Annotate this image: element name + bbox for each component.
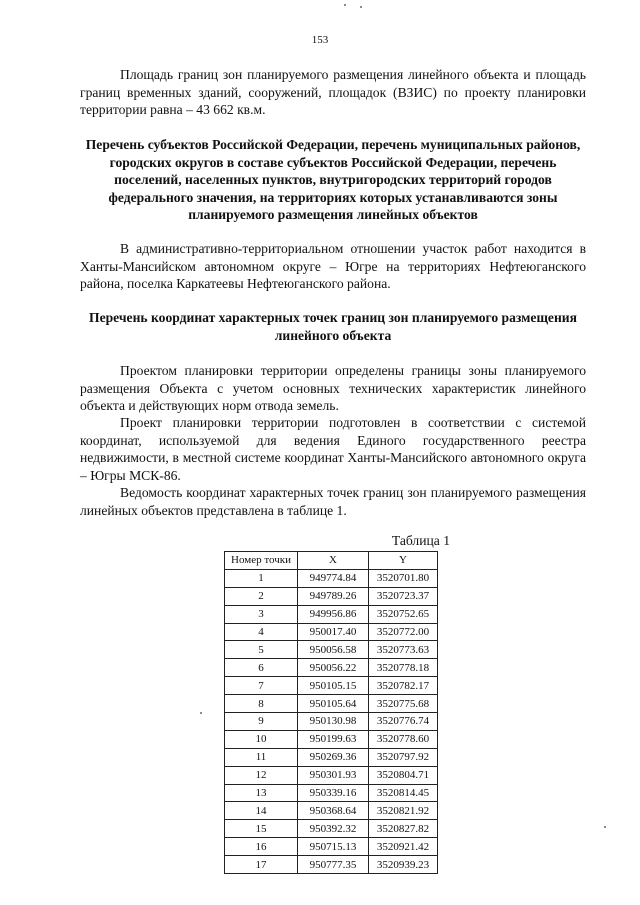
table-row — [225, 623, 438, 641]
statement-paragraph: Ведомость координат характерных точек границ зон планируемого размещения линейных объектов представлена в таблице 1. — [80, 485, 586, 518]
y-coordinate-cell: 3520921.42 — [369, 838, 438, 856]
header-point-number: Номер точки — [225, 552, 298, 570]
coordinates-table — [224, 551, 438, 874]
coordinates-heading: Перечень координат характерных точек границ зон планируемого размещения линейного объекта — [89, 310, 577, 343]
x-coordinate-cell: 949956.86 — [298, 605, 369, 623]
x-coordinate-cell: 950715.13 — [298, 838, 369, 856]
y-coordinate-cell: 3520782.17 — [369, 677, 438, 695]
point-number-cell: 12 — [225, 766, 298, 784]
table-row — [225, 766, 438, 784]
table-row — [225, 856, 438, 874]
table-row — [225, 730, 438, 748]
table-header-row — [225, 552, 438, 570]
table-row — [225, 677, 438, 695]
table-row — [225, 641, 438, 659]
y-coordinate-cell: 3520827.82 — [369, 820, 438, 838]
y-coordinate-cell: 3520778.60 — [369, 730, 438, 748]
y-coordinate-cell: 3520814.45 — [369, 784, 438, 802]
table-caption: Таблица 1 — [391, 533, 450, 548]
point-number-cell: 8 — [225, 695, 298, 713]
point-number-cell: 9 — [225, 713, 298, 731]
point-number-cell: 4 — [225, 623, 298, 641]
scan-speck — [360, 6, 362, 8]
location-paragraph: В административно-территориальном отношении участок работ находится в Ханты-Мансийском автономном округе – Югре на территориях Нефтеюганского района, поселка Каркатеевы Нефтеюганского района. — [80, 241, 586, 291]
y-coordinate-cell: 3520939.23 — [369, 856, 438, 874]
table-row — [225, 695, 438, 713]
header-x: X — [298, 552, 369, 570]
point-number-cell: 10 — [225, 730, 298, 748]
y-coordinate-cell: 3520778.18 — [369, 659, 438, 677]
x-coordinate-cell: 950339.16 — [298, 784, 369, 802]
y-coordinate-cell: 3520752.65 — [369, 605, 438, 623]
table-row — [225, 713, 438, 731]
coord-system-paragraph: Проект планировки территории подготовлен в соответствии с системой координат, используемой для ведения Единого государственного реестра недвижимости, в местной системе координат Ханты-Мансийского автономного округа – Югры МСК-86. — [80, 415, 586, 483]
y-coordinate-cell: 3520776.74 — [369, 713, 438, 731]
table-row — [225, 784, 438, 802]
scan-speck — [344, 4, 346, 6]
y-coordinate-cell: 3520772.00 — [369, 623, 438, 641]
table-body — [225, 569, 438, 873]
scan-speck — [604, 826, 606, 828]
y-coordinate-cell: 3520773.63 — [369, 641, 438, 659]
table-row — [225, 802, 438, 820]
x-coordinate-cell: 950105.15 — [298, 677, 369, 695]
point-number-cell: 2 — [225, 587, 298, 605]
point-number-cell: 6 — [225, 659, 298, 677]
x-coordinate-cell: 950301.93 — [298, 766, 369, 784]
table-row — [225, 659, 438, 677]
table-row — [225, 838, 438, 856]
y-coordinate-cell: 3520701.80 — [369, 569, 438, 587]
x-coordinate-cell: 950056.58 — [298, 641, 369, 659]
x-coordinate-cell: 949774.84 — [298, 569, 369, 587]
table-row — [225, 748, 438, 766]
x-coordinate-cell: 950056.22 — [298, 659, 369, 677]
table-row — [225, 605, 438, 623]
subjects-heading: Перечень субъектов Российской Федерации, перечень муниципальных районов, городских округов в составе субъектов Российской Федерации, перечень поселений, населенных пунктов, внутригородских территорий городов федерального значения, на территориях которых устанавливаются зоны планируемого размещения линейных объектов — [85, 137, 581, 222]
header-y: Y — [369, 552, 438, 570]
table-row — [225, 569, 438, 587]
page-number: 153 — [311, 34, 329, 46]
point-number-cell: 1 — [225, 569, 298, 587]
x-coordinate-cell: 950017.40 — [298, 623, 369, 641]
y-coordinate-cell: 3520723.37 — [369, 587, 438, 605]
y-coordinate-cell: 3520821.92 — [369, 802, 438, 820]
point-number-cell: 11 — [225, 748, 298, 766]
point-number-cell: 14 — [225, 802, 298, 820]
table-row — [225, 820, 438, 838]
point-number-cell: 16 — [225, 838, 298, 856]
point-number-cell: 3 — [225, 605, 298, 623]
area-paragraph: Площадь границ зон планируемого размещения линейного объекта и площадь границ временных зданий, сооружений, площадок (ВЗИС) по проекту планировки территории равна – 43 662 кв.м. — [80, 67, 586, 117]
scan-speck — [200, 712, 202, 714]
x-coordinate-cell: 949789.26 — [298, 587, 369, 605]
x-coordinate-cell: 950392.32 — [298, 820, 369, 838]
x-coordinate-cell: 950269.36 — [298, 748, 369, 766]
y-coordinate-cell: 3520797.92 — [369, 748, 438, 766]
point-number-cell: 17 — [225, 856, 298, 874]
boundaries-paragraph: Проектом планировки территории определены границы зоны планируемого размещения Объекта с учетом основных технических характеристик линейного объекта и действующих норм отвода земель. — [80, 363, 586, 413]
point-number-cell: 13 — [225, 784, 298, 802]
x-coordinate-cell: 950777.35 — [298, 856, 369, 874]
point-number-cell: 5 — [225, 641, 298, 659]
x-coordinate-cell: 950105.64 — [298, 695, 369, 713]
x-coordinate-cell: 950368.64 — [298, 802, 369, 820]
x-coordinate-cell: 950130.98 — [298, 713, 369, 731]
table-row — [225, 587, 438, 605]
x-coordinate-cell: 950199.63 — [298, 730, 369, 748]
y-coordinate-cell: 3520775.68 — [369, 695, 438, 713]
y-coordinate-cell: 3520804.71 — [369, 766, 438, 784]
point-number-cell: 15 — [225, 820, 298, 838]
point-number-cell: 7 — [225, 677, 298, 695]
